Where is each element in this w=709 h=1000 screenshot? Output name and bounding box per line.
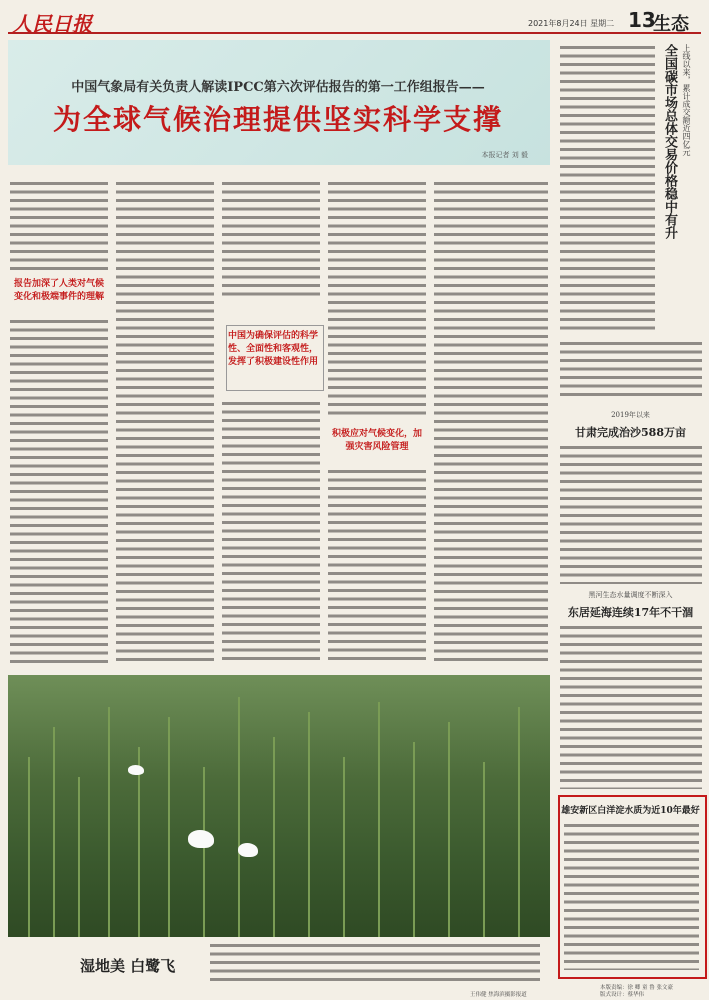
article-kicker: 中国气象局有关负责人解读IPCC第六次评估报告的第一工作组报告——: [71, 80, 485, 95]
right-lead-body-2: [560, 340, 702, 400]
article-body-col2: [116, 180, 214, 663]
article-body-col4-top: [328, 180, 426, 420]
article-subhead-1: 报告加深了人类对气候变化和极端事件的理解: [13, 279, 104, 302]
article-body-col3: [222, 400, 320, 663]
footer-editors: 本版责编：徐 卿 童 鲁 张文豪: [600, 985, 673, 991]
masthead: [8, 6, 701, 34]
article-body-col1-top: [10, 180, 108, 270]
headline-banner: [8, 40, 550, 165]
egret-bird: [188, 830, 214, 848]
right-lead-body-1: [560, 44, 655, 334]
photo-caption: [210, 942, 540, 982]
story2-body: [560, 444, 702, 584]
photo-title: 湿地美 白鹭飞: [80, 957, 176, 975]
story3-kicker: 黑河生态水量调度不断深入: [588, 591, 673, 599]
story3-title: 东居延海连续17年不干涸: [567, 606, 694, 619]
article-subhead-2: 中国为确保评估的科学性、全面性和客观性，发挥了积极建设性作用: [228, 331, 319, 367]
article-body-col3-top: [222, 180, 320, 300]
footer-layout: 版式设计：蔡华伟: [600, 992, 645, 998]
newspaper-logo: 人民日报: [12, 12, 92, 36]
article-subhead-3: 积极应对气候变化，加强灾害风险管理: [331, 429, 422, 452]
article-byline: 本报记者 刘 毅: [481, 151, 528, 159]
page-number: 13: [628, 8, 656, 32]
right-lead-title: 全国碳市场总体交易价格稳中有升: [662, 44, 677, 239]
egret-bird: [128, 765, 144, 775]
story3-body: [560, 624, 702, 789]
story2-title: 甘肃完成治沙588万亩: [575, 426, 686, 439]
article-headline: 为全球气候治理提供坚实科学支撑: [52, 103, 503, 136]
story2-kicker: 2019年以来: [611, 411, 650, 419]
article-body-col1: [10, 318, 108, 663]
story4-title: 雄安新区白洋淀水质为近10年最好: [561, 806, 700, 816]
egret-bird: [238, 843, 258, 857]
right-lead-kicker: 上线以来，累计成交额近四亿元: [682, 44, 691, 156]
story4-body: [564, 822, 699, 970]
egret-wetland-photo: [8, 675, 550, 937]
article-body-col5: [434, 180, 548, 663]
page-footer: [600, 985, 673, 999]
section-name: 生态: [653, 14, 689, 35]
photo-credit: 王伟健 焦海滨摄影报道: [470, 992, 527, 998]
issue-date: 2021年8月24日 星期二: [528, 19, 615, 28]
article-body-col4: [328, 468, 426, 663]
